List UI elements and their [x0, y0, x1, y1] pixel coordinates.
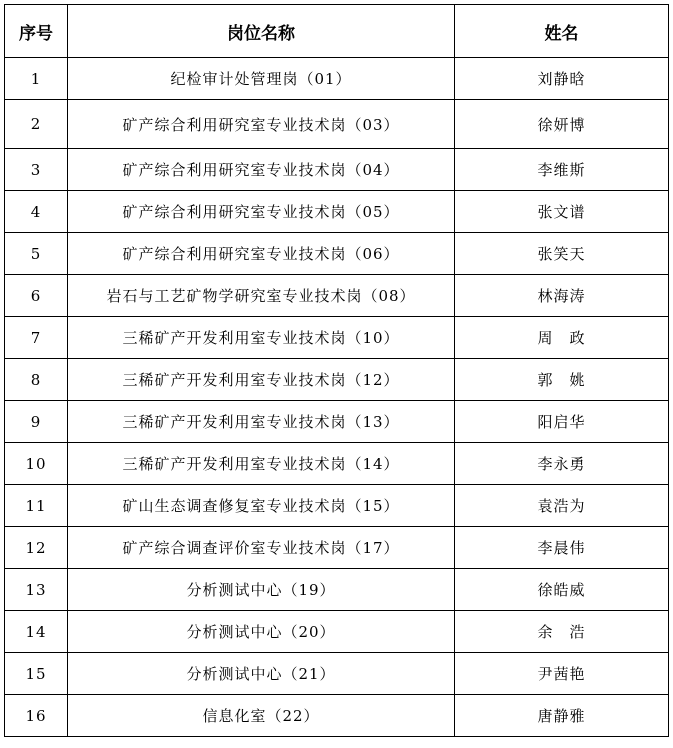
cell-person-name: 唐静雅 [455, 695, 669, 737]
cell-person-name: 李维斯 [455, 149, 669, 191]
cell-position-name: 矿产综合利用研究室专业技术岗（06） [68, 233, 455, 275]
cell-serial-number: 12 [5, 527, 68, 569]
cell-person-name: 刘静晗 [455, 58, 669, 100]
cell-serial-number: 3 [5, 149, 68, 191]
cell-person-name: 尹茜艳 [455, 653, 669, 695]
cell-serial-number: 1 [5, 58, 68, 100]
table-row [5, 233, 669, 275]
cell-position-name: 信息化室（22） [68, 695, 455, 737]
cell-position-name: 岩石与工艺矿物学研究室专业技术岗（08） [68, 275, 455, 317]
table-row [5, 275, 669, 317]
cell-position-name: 三稀矿产开发利用室专业技术岗（12） [68, 359, 455, 401]
cell-serial-number: 11 [5, 485, 68, 527]
table-row [5, 653, 669, 695]
cell-position-name: 分析测试中心（20） [68, 611, 455, 653]
header-person-name: 姓名 [455, 5, 669, 58]
cell-serial-number: 7 [5, 317, 68, 359]
cell-serial-number: 4 [5, 191, 68, 233]
cell-person-name: 阳启华 [455, 401, 669, 443]
cell-position-name: 三稀矿产开发利用室专业技术岗（13） [68, 401, 455, 443]
cell-person-name: 张笑天 [455, 233, 669, 275]
cell-person-name: 徐皓威 [455, 569, 669, 611]
cell-serial-number: 9 [5, 401, 68, 443]
table-row [5, 100, 669, 149]
cell-position-name: 三稀矿产开发利用室专业技术岗（10） [68, 317, 455, 359]
cell-serial-number: 2 [5, 100, 68, 149]
cell-person-name: 林海涛 [455, 275, 669, 317]
cell-position-name: 矿山生态调查修复室专业技术岗（15） [68, 485, 455, 527]
header-serial-number: 序号 [5, 5, 68, 58]
table-row [5, 401, 669, 443]
cell-serial-number: 16 [5, 695, 68, 737]
cell-serial-number: 6 [5, 275, 68, 317]
cell-serial-number: 10 [5, 443, 68, 485]
cell-position-name: 分析测试中心（19） [68, 569, 455, 611]
cell-position-name: 纪检审计处管理岗（01） [68, 58, 455, 100]
table-row [5, 149, 669, 191]
cell-serial-number: 13 [5, 569, 68, 611]
cell-serial-number: 5 [5, 233, 68, 275]
table-row [5, 58, 669, 100]
table-row [5, 443, 669, 485]
table-row [5, 191, 669, 233]
cell-position-name: 三稀矿产开发利用室专业技术岗（14） [68, 443, 455, 485]
table-row [5, 485, 669, 527]
cell-serial-number: 14 [5, 611, 68, 653]
table-row [5, 527, 669, 569]
cell-serial-number: 8 [5, 359, 68, 401]
cell-person-name: 张文谱 [455, 191, 669, 233]
cell-person-name: 郭 姚 [455, 359, 669, 401]
table-header-row [5, 5, 669, 58]
cell-person-name: 徐妍博 [455, 100, 669, 149]
cell-position-name: 矿产综合调查评价室专业技术岗（17） [68, 527, 455, 569]
cell-position-name: 分析测试中心（21） [68, 653, 455, 695]
cell-position-name: 矿产综合利用研究室专业技术岗（03） [68, 100, 455, 149]
table-row [5, 317, 669, 359]
staff-table [4, 4, 669, 737]
staff-table-container [4, 4, 668, 737]
table-row [5, 569, 669, 611]
cell-person-name: 李晨伟 [455, 527, 669, 569]
cell-position-name: 矿产综合利用研究室专业技术岗（05） [68, 191, 455, 233]
cell-person-name: 袁浩为 [455, 485, 669, 527]
header-position-name: 岗位名称 [68, 5, 455, 58]
table-row [5, 695, 669, 737]
cell-person-name: 周 政 [455, 317, 669, 359]
table-row [5, 611, 669, 653]
cell-serial-number: 15 [5, 653, 68, 695]
cell-person-name: 余 浩 [455, 611, 669, 653]
table-row [5, 359, 669, 401]
cell-person-name: 李永勇 [455, 443, 669, 485]
cell-position-name: 矿产综合利用研究室专业技术岗（04） [68, 149, 455, 191]
